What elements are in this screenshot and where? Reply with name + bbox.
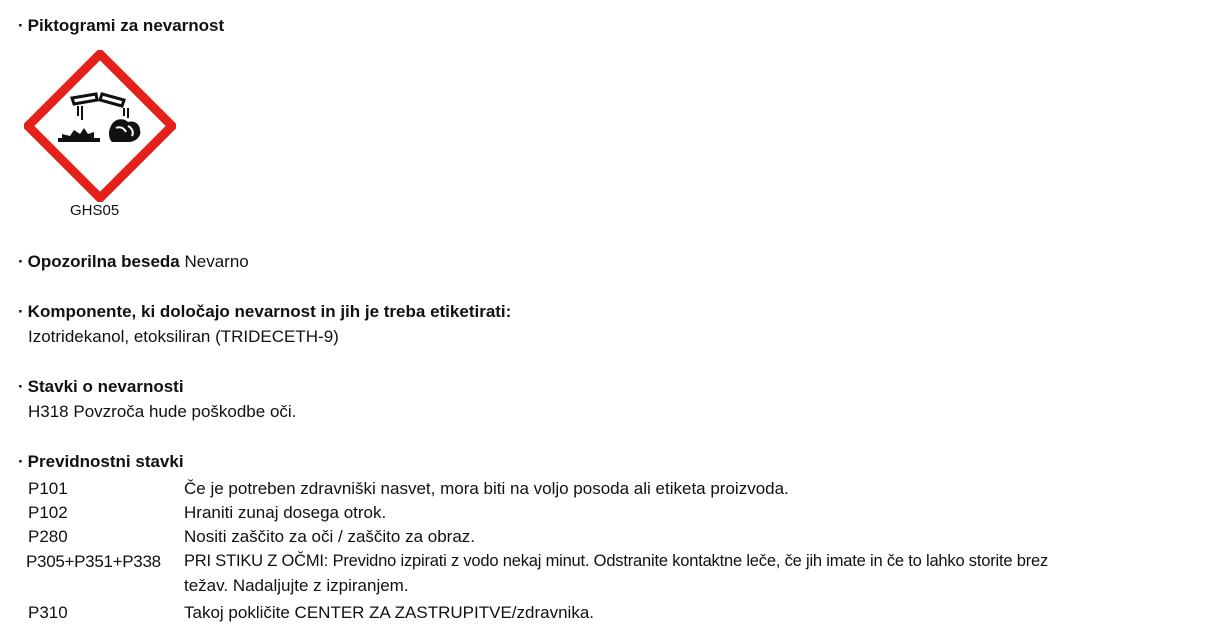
components-title: Komponente, ki določajo nevarnost in jih je treba etiketirati: — [27, 302, 512, 321]
statement-text: PRI STIKU Z OČMI: Previdno izpirati z vodo nekaj minut. Odstranite kontaktne leče, če jih imate in če to lahko storite brez — [184, 552, 1049, 570]
bullet: · — [18, 452, 24, 471]
bullet: · — [18, 252, 24, 271]
components-heading — [18, 302, 511, 322]
corrosion-icon — [24, 50, 176, 202]
statement-text: Hraniti zunaj dosega otrok. — [184, 503, 387, 522]
statement-text-continued: težav. Nadaljujte z izpiranjem. — [184, 576, 409, 595]
components-value: Izotridekanol, etoksiliran (TRIDECETH-9) — [28, 327, 339, 346]
signal-word-value: Nevarno — [184, 252, 249, 271]
pictogram-code: GHS05 — [70, 202, 120, 219]
precautionary-statements-heading — [18, 452, 184, 472]
hazard-statements-title: Stavki o nevarnosti — [27, 377, 184, 396]
statement-code: P101 — [28, 479, 68, 498]
statement-text: Če je potreben zdravniški nasvet, mora biti na voljo posoda ali etiketa proizvoda. — [184, 479, 789, 498]
statement-text: Nositi zaščito za oči / zaščito za obraz. — [184, 527, 476, 546]
statement-code: P102 — [28, 503, 68, 522]
bullet: · — [18, 302, 24, 321]
precautionary-statements-title: Previdnostni stavki — [27, 452, 184, 471]
signal-word-label: Opozorilna beseda — [27, 252, 180, 271]
hazard-statement-text: H318 Povzroča hude poškodbe oči. — [28, 402, 297, 421]
hazard-statements-heading — [18, 377, 184, 397]
pictograms-title: Piktogrami za nevarnost — [27, 16, 225, 35]
pictograms-heading — [18, 16, 224, 36]
statement-text: Takoj pokličite CENTER ZA ZASTRUPITVE/zdravnika. — [184, 603, 595, 622]
statement-code: P305+P351+P338 — [26, 552, 161, 571]
signal-word-row — [18, 252, 249, 272]
bullet: · — [18, 16, 24, 35]
bullet: · — [18, 377, 24, 396]
statement-code: P310 — [28, 603, 68, 622]
statement-code: P280 — [28, 527, 68, 546]
